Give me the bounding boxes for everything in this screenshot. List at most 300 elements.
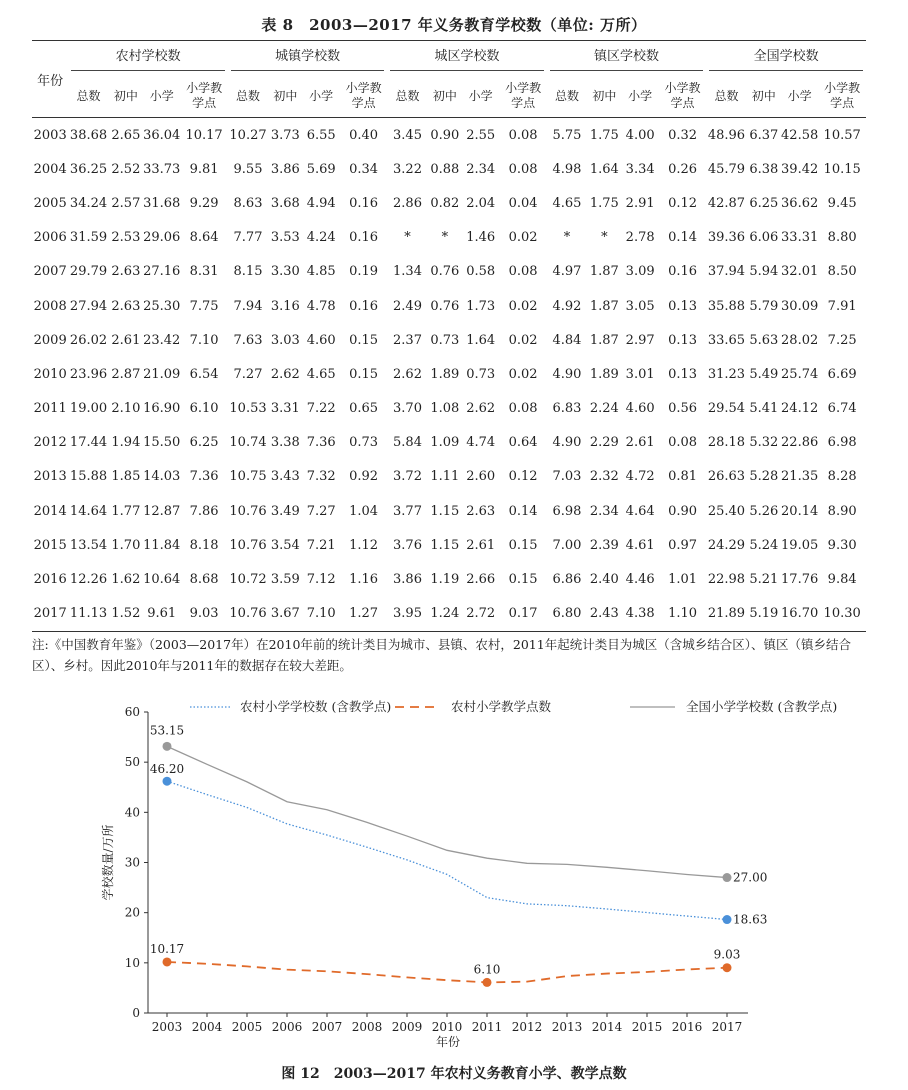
table-cell: 2.63 — [111, 298, 141, 314]
table-cell: 31.23 — [707, 366, 746, 382]
x-axis-label: 年份 — [435, 1035, 461, 1049]
x-tick-label: 2016 — [671, 1020, 703, 1034]
sub-header: 总数 — [76, 88, 101, 103]
table-cell: 3.16 — [270, 298, 300, 314]
table-cell: 11.84 — [143, 537, 181, 553]
table-row — [32, 255, 866, 289]
y-tick-label: 0 — [132, 1006, 140, 1020]
table-cell: 9.55 — [233, 161, 263, 177]
table-cell: 32.01 — [781, 264, 819, 280]
table-cell: 16.70 — [781, 606, 819, 622]
data-point — [723, 873, 732, 882]
year-header: 年份 — [37, 73, 64, 89]
table-cell: 0.17 — [508, 606, 538, 622]
table-cell: 25.40 — [707, 503, 746, 519]
table-cell: 2.86 — [393, 195, 422, 211]
table-cell: 4.00 — [625, 127, 655, 143]
table-cell: 0.15 — [508, 572, 538, 588]
school-count-table — [32, 40, 866, 632]
figure-caption: 图 12 2003—2017 年农村义务教育小学、教学点数 — [281, 1066, 627, 1082]
x-tick-label: 2009 — [391, 1020, 423, 1034]
table-cell: 0.15 — [508, 537, 538, 553]
table-cell: 2.43 — [589, 606, 619, 622]
group-header: 城区学校数 — [387, 41, 546, 76]
table-cell: * — [601, 230, 608, 246]
table-cell: 3.03 — [270, 332, 300, 348]
table-cell: 2012 — [33, 435, 67, 451]
table-row — [32, 118, 866, 153]
table-cell: 7.94 — [233, 298, 263, 314]
legend-label: 农村小学教学点数 — [451, 699, 552, 714]
table-cell: 2008 — [33, 298, 67, 314]
table-cell: 2.65 — [111, 127, 141, 143]
table-cell: 2014 — [33, 503, 67, 519]
y-tick-label: 20 — [124, 905, 140, 920]
table-cell: 3.95 — [393, 606, 422, 622]
table-row — [32, 221, 866, 255]
sub-header: 小学教 学点 — [505, 81, 542, 110]
table-cell: 4.94 — [306, 195, 336, 211]
table-cell: 2.61 — [466, 537, 496, 553]
table-cell: 12.87 — [143, 503, 181, 519]
table-cell: 0.19 — [349, 264, 379, 280]
table-cell: 7.00 — [552, 537, 582, 553]
table-cell: 2.34 — [466, 161, 496, 177]
table-cell: 10.76 — [229, 503, 267, 519]
table-cell: 4.65 — [306, 366, 336, 382]
table-cell: 10.53 — [229, 401, 267, 417]
table-cell: 2015 — [33, 537, 67, 553]
table-cell: 3.30 — [270, 264, 300, 280]
table-note: 注:《中国教育年鉴》（2003—2017年）在2010年前的统计类目为城市、县镇、农村，2011年起统计类目为城区（含城乡结合区）、镇区（镇乡结合区）、乡村。因此2010年与2011年的数据存在较大差距。 — [32, 637, 851, 673]
table-cell: 1.34 — [393, 264, 422, 280]
table-cell: 0.08 — [508, 127, 538, 143]
table-cell: 1.70 — [111, 537, 141, 553]
group-header: 农村学校数 — [68, 41, 227, 76]
sub-header: 初中 — [113, 88, 138, 103]
table-cell: 2016 — [33, 572, 67, 588]
table-cell: 19.05 — [781, 537, 819, 553]
table-cell: 10.57 — [823, 127, 861, 143]
table-cell: 2.49 — [393, 298, 422, 314]
x-tick-label: 2010 — [431, 1020, 463, 1034]
table-cell: * — [404, 230, 411, 246]
x-tick-label: 2003 — [151, 1020, 183, 1034]
table-cell: 0.08 — [668, 435, 698, 451]
data-label: 6.10 — [473, 962, 501, 977]
table-cell: 1.19 — [430, 572, 460, 588]
table-cell: 7.36 — [306, 435, 336, 451]
table-cell: 6.25 — [749, 195, 779, 211]
sub-header: 小学教 学点 — [824, 81, 861, 110]
table-cell: 31.68 — [143, 195, 181, 211]
table-cell: 0.16 — [349, 195, 379, 211]
table-cell: 3.54 — [270, 537, 300, 553]
table-cell: 22.86 — [781, 435, 819, 451]
table-cell: 10.74 — [229, 435, 267, 451]
table-cell: 7.63 — [233, 332, 263, 348]
table-cell: 10.15 — [823, 161, 861, 177]
table-cell: 42.87 — [707, 195, 746, 211]
table-cell: 1.94 — [111, 435, 141, 451]
table-cell: 6.74 — [827, 401, 857, 417]
table-cell: 27.16 — [143, 264, 181, 280]
table-cell: 3.05 — [625, 298, 655, 314]
table-cell: 4.85 — [306, 264, 336, 280]
table-cell: 5.24 — [749, 537, 779, 553]
table-cell: 0.76 — [430, 264, 460, 280]
table-cell: 0.08 — [508, 264, 538, 280]
table-cell: * — [563, 230, 571, 246]
table-cell: 45.79 — [707, 161, 746, 177]
table-cell: 3.77 — [393, 503, 422, 519]
table-cell: 24.29 — [707, 537, 746, 553]
table-cell: 28.02 — [781, 332, 819, 348]
table-cell: 2.62 — [270, 366, 300, 382]
series-line — [167, 746, 727, 877]
table-cell: 8.50 — [827, 264, 857, 280]
table-cell: 2.72 — [466, 606, 496, 622]
data-point — [163, 777, 172, 786]
data-point — [723, 963, 732, 972]
table-cell: 30.09 — [781, 298, 819, 314]
table-cell: 17.44 — [69, 435, 108, 451]
table-cell: 9.61 — [147, 606, 177, 622]
sub-header: 小学 — [787, 88, 812, 103]
table-cell: 5.28 — [749, 469, 779, 485]
data-label: 18.63 — [733, 912, 768, 927]
table-cell: 0.02 — [508, 230, 538, 246]
table-cell: 2.57 — [111, 195, 141, 211]
table-cell: 1.08 — [430, 401, 460, 417]
table-cell: 26.02 — [69, 332, 108, 348]
table-cell: 8.15 — [233, 264, 263, 280]
table-cell: 0.56 — [668, 401, 698, 417]
table-cell: 35.88 — [707, 298, 746, 314]
sub-header: 小学教 学点 — [186, 81, 223, 110]
y-axis-label: 学校数量/万所 — [101, 824, 115, 901]
table-cell: 9.45 — [827, 195, 857, 211]
group-header: 全国学校数 — [706, 41, 866, 76]
table-cell: 2.24 — [589, 401, 619, 417]
table-cell: * — [441, 230, 449, 246]
table-cell: 7.22 — [306, 401, 336, 417]
y-tick-label: 60 — [124, 705, 140, 719]
table-cell: 36.62 — [781, 195, 819, 211]
table-cell: 3.86 — [270, 161, 300, 177]
table-cell: 5.94 — [749, 264, 779, 280]
table-cell: 2004 — [33, 161, 67, 177]
table-cell: 5.32 — [749, 435, 779, 451]
table-cell: 4.98 — [552, 161, 582, 177]
table-row — [32, 426, 866, 460]
table-cell: 1.77 — [111, 503, 141, 519]
table-cell: 22.98 — [707, 572, 746, 588]
table-cell: 0.34 — [349, 161, 379, 177]
table-cell: 1.09 — [430, 435, 460, 451]
table-cell: 4.46 — [625, 572, 655, 588]
table-cell: 7.27 — [306, 503, 336, 519]
table-cell: 1.15 — [430, 537, 460, 553]
table-cell: 12.26 — [69, 572, 108, 588]
table-cell: 6.06 — [749, 230, 779, 246]
table-cell: 0.15 — [349, 332, 379, 348]
table-cell: 33.31 — [781, 230, 819, 246]
table-cell: 8.18 — [189, 537, 219, 553]
table-cell: 2005 — [33, 195, 67, 211]
table-cell: 0.12 — [508, 469, 538, 485]
table-cell: 7.21 — [306, 537, 336, 553]
table-cell: 2.34 — [589, 503, 619, 519]
table-cell: 23.42 — [143, 332, 181, 348]
table-cell: 8.80 — [827, 230, 857, 246]
table-cell: 2.60 — [466, 469, 496, 485]
x-tick-label: 2005 — [231, 1020, 263, 1034]
table-cell: 6.80 — [552, 606, 582, 622]
table-cell: 39.42 — [781, 161, 819, 177]
data-label: 46.20 — [149, 762, 185, 777]
table-cell: 3.70 — [393, 401, 422, 417]
data-point — [163, 957, 172, 966]
table-cell: 8.63 — [233, 195, 263, 211]
table-cell: 6.10 — [189, 401, 219, 417]
table-cell: 0.76 — [430, 298, 460, 314]
table-cell: 4.65 — [552, 195, 582, 211]
table-cell: 14.64 — [69, 503, 108, 519]
table-row — [32, 460, 866, 494]
table-cell: 25.74 — [781, 366, 819, 382]
table-cell: 10.76 — [229, 537, 267, 553]
table-cell: 8.28 — [827, 469, 857, 485]
table-cell: 7.77 — [233, 230, 263, 246]
table-cell: 3.01 — [625, 366, 655, 382]
table-cell: 6.83 — [552, 401, 582, 417]
table-cell: 2.63 — [466, 503, 496, 519]
table-cell: 20.14 — [781, 503, 819, 519]
table-cell: 2.39 — [589, 537, 619, 553]
table-cell: 9.29 — [189, 195, 219, 211]
table-cell: 5.84 — [393, 435, 422, 451]
table-cell: 7.03 — [552, 469, 582, 485]
table-cell: 1.64 — [589, 161, 619, 177]
x-tick-label: 2012 — [511, 1020, 543, 1034]
sub-header: 初中 — [273, 88, 298, 103]
x-tick-label: 2014 — [591, 1020, 623, 1034]
table-cell: 1.87 — [589, 264, 619, 280]
table-cell: 5.26 — [749, 503, 779, 519]
table-cell: 0.81 — [668, 469, 698, 485]
table-cell: 4.84 — [552, 332, 582, 348]
sub-header: 初中 — [592, 88, 617, 103]
table-cell: 3.43 — [270, 469, 300, 485]
table-cell: 4.74 — [466, 435, 496, 451]
table-cell: 5.49 — [749, 366, 779, 382]
table-cell: 2.63 — [111, 264, 141, 280]
table-cell: 10.30 — [823, 606, 861, 622]
table-cell: 9.30 — [827, 537, 857, 553]
table-cell: 1.11 — [430, 469, 460, 485]
table-cell: 26.63 — [707, 469, 746, 485]
table-row — [32, 357, 866, 391]
line-chart — [0, 690, 908, 1060]
sub-header: 小学教 学点 — [664, 81, 701, 110]
table-cell: 7.12 — [306, 572, 336, 588]
table-row — [32, 152, 866, 186]
table-cell: 2.55 — [466, 127, 496, 143]
table-cell: 0.73 — [430, 332, 460, 348]
table-cell: 10.64 — [143, 572, 181, 588]
data-point — [723, 915, 732, 924]
table-cell: 9.03 — [189, 606, 219, 622]
table-cell: 4.60 — [625, 401, 655, 417]
table-cell: 4.64 — [625, 503, 655, 519]
table-cell: 2.91 — [625, 195, 655, 211]
table-row — [32, 494, 866, 528]
table-cell: 6.98 — [827, 435, 857, 451]
table-cell: 3.38 — [270, 435, 300, 451]
table-cell: 9.81 — [189, 161, 219, 177]
table-cell: 7.75 — [189, 298, 219, 314]
table-cell: 1.85 — [111, 469, 141, 485]
table-cell: 9.84 — [827, 572, 857, 588]
table-cell: 2009 — [33, 332, 67, 348]
table-cell: 2.52 — [111, 161, 141, 177]
table-cell: 3.76 — [393, 537, 422, 553]
table-cell: 4.97 — [552, 264, 582, 280]
table-cell: 37.94 — [707, 264, 746, 280]
table-cell: 4.38 — [625, 606, 655, 622]
y-tick-label: 10 — [124, 955, 140, 970]
table-row — [32, 562, 866, 596]
table-cell: 2.78 — [625, 230, 655, 246]
y-tick-label: 30 — [124, 855, 140, 870]
table-cell: 4.24 — [306, 230, 336, 246]
series-line — [167, 962, 727, 982]
table-cell: 0.12 — [668, 195, 698, 211]
table-cell: 0.16 — [668, 264, 698, 280]
table-cell: 8.90 — [827, 503, 857, 519]
table-cell: 3.68 — [270, 195, 300, 211]
table-cell: 1.04 — [349, 503, 379, 519]
sub-header: 初中 — [751, 88, 776, 103]
table-cell: 3.31 — [270, 401, 300, 417]
group-header: 城镇学校数 — [228, 41, 387, 76]
table-cell: 48.96 — [707, 127, 746, 143]
sub-header: 小学 — [628, 88, 653, 103]
table-cell: 21.89 — [707, 606, 746, 622]
table-cell: 0.14 — [508, 503, 538, 519]
data-label: 10.17 — [149, 941, 185, 956]
table-cell: 5.41 — [749, 401, 779, 417]
table-cell: 3.72 — [393, 469, 422, 485]
table-cell: 8.31 — [189, 264, 219, 280]
table-cell: 2006 — [33, 230, 67, 246]
table-cell: 3.86 — [393, 572, 422, 588]
table-cell: 5.21 — [749, 572, 779, 588]
table-cell: 2.04 — [466, 195, 496, 211]
sub-header: 总数 — [236, 88, 261, 103]
x-tick-label: 2013 — [551, 1020, 583, 1034]
table-cell: 1.64 — [466, 332, 496, 348]
table-cell: 29.54 — [707, 401, 746, 417]
x-tick-label: 2008 — [351, 1020, 383, 1034]
x-tick-label: 2015 — [631, 1020, 663, 1034]
sub-header: 总数 — [554, 88, 579, 103]
table-cell: 3.22 — [393, 161, 422, 177]
table-cell: 1.27 — [349, 606, 379, 622]
table-cell: 2.61 — [111, 332, 141, 348]
table-cell: 2007 — [33, 264, 67, 280]
table-cell: 7.86 — [189, 503, 219, 519]
table-cell: 3.53 — [270, 230, 300, 246]
table-cell: 19.00 — [69, 401, 108, 417]
table-cell: 2.62 — [393, 366, 422, 382]
x-tick-label: 2011 — [471, 1020, 503, 1034]
table-cell: 4.90 — [552, 366, 582, 382]
table-cell: 6.98 — [552, 503, 582, 519]
table-cell: 2.97 — [625, 332, 655, 348]
table-cell: 7.36 — [189, 469, 219, 485]
table-row — [32, 528, 866, 562]
table-cell: 36.04 — [143, 127, 181, 143]
table-cell: 7.91 — [827, 298, 857, 314]
table-cell: 1.75 — [589, 195, 619, 211]
table-cell: 5.63 — [749, 332, 779, 348]
table-cell: 1.12 — [349, 537, 379, 553]
table-cell: 1.46 — [466, 230, 496, 246]
table-cell: 1.15 — [430, 503, 460, 519]
table-cell: 14.03 — [143, 469, 181, 485]
table-cell: 6.69 — [827, 366, 857, 382]
table-cell: 0.26 — [668, 161, 698, 177]
table-cell: 10.76 — [229, 606, 267, 622]
legend-label: 农村小学学校数 (含教学点) — [240, 699, 392, 714]
table-cell: 0.08 — [508, 161, 538, 177]
y-tick-label: 40 — [124, 805, 140, 820]
table-cell: 6.54 — [189, 366, 219, 382]
table-cell: 23.96 — [69, 366, 108, 382]
table-cell: 3.45 — [393, 127, 422, 143]
table-row — [32, 597, 866, 632]
table-cell: 2013 — [33, 469, 67, 485]
table-cell: 2.32 — [589, 469, 619, 485]
table-cell: 1.73 — [466, 298, 496, 314]
table-cell: 3.09 — [625, 264, 655, 280]
table-cell: 3.67 — [270, 606, 300, 622]
table-cell: 4.61 — [625, 537, 655, 553]
table-cell: 0.13 — [668, 366, 698, 382]
table-cell: 4.90 — [552, 435, 582, 451]
table-cell: 2.87 — [111, 366, 141, 382]
table-cell: 2.40 — [589, 572, 619, 588]
table-cell: 6.25 — [189, 435, 219, 451]
table-cell: 8.68 — [189, 572, 219, 588]
x-tick-label: 2004 — [191, 1020, 223, 1034]
table-cell: 2011 — [33, 401, 67, 417]
table-cell: 0.40 — [349, 127, 379, 143]
table-cell: 16.90 — [143, 401, 181, 417]
table-cell: 0.58 — [466, 264, 496, 280]
table-cell: 6.86 — [552, 572, 582, 588]
table-row — [32, 186, 866, 220]
table-cell: 10.75 — [229, 469, 267, 485]
table-cell: 28.18 — [707, 435, 746, 451]
table-cell: 3.49 — [270, 503, 300, 519]
table-cell: 1.10 — [668, 606, 698, 622]
table-cell: 36.25 — [69, 161, 108, 177]
table-cell: 3.73 — [270, 127, 300, 143]
table-row — [32, 289, 866, 323]
